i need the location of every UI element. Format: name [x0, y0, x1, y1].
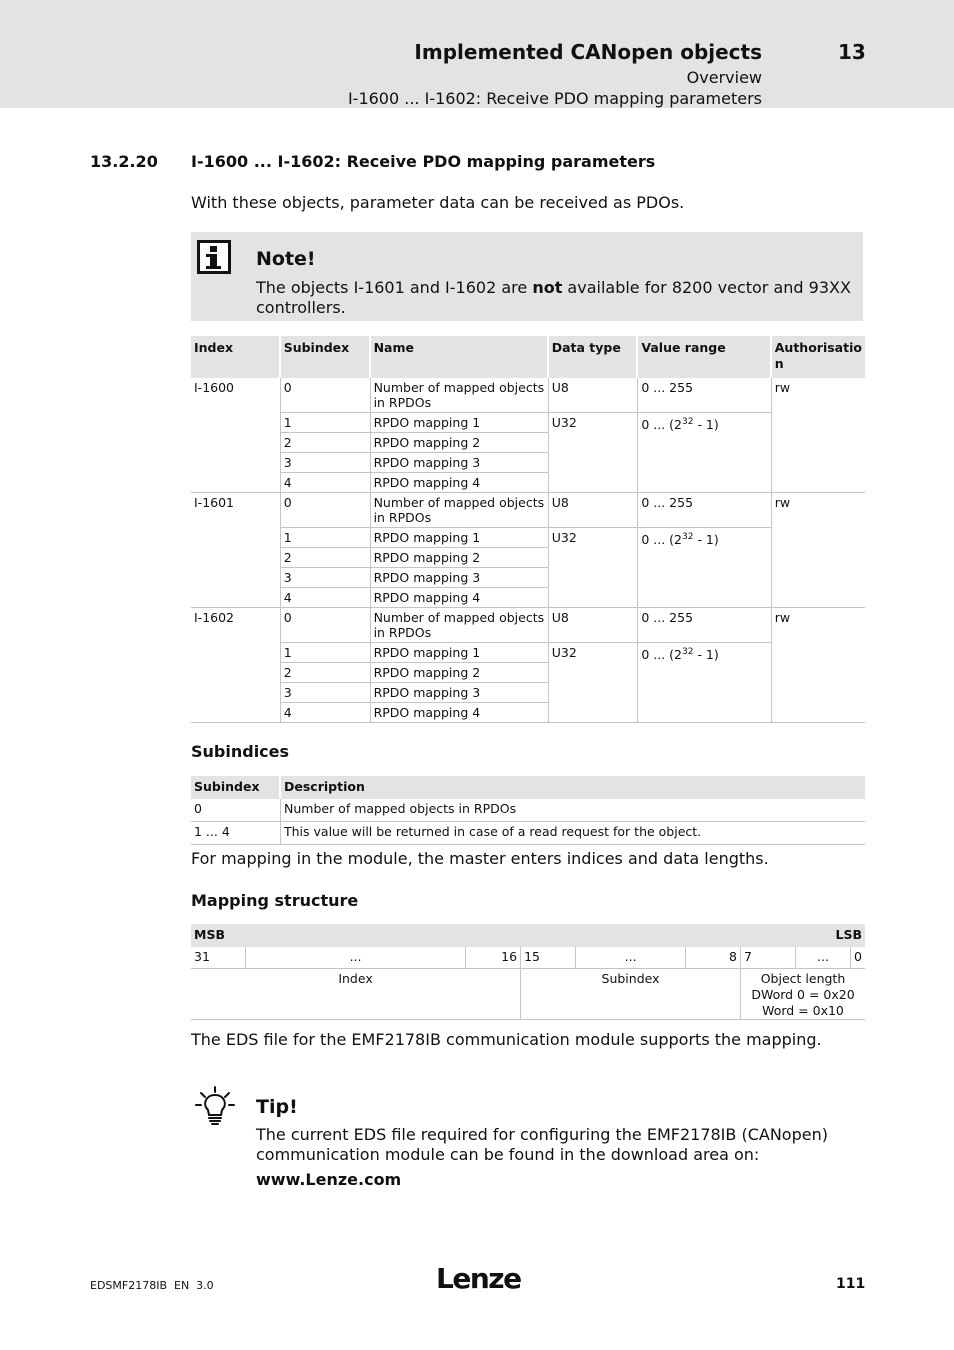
table-row: [191, 493, 865, 528]
mapping-structure-table: [191, 924, 865, 1020]
table-row: [191, 822, 865, 845]
subindex-cell: 2: [281, 663, 371, 683]
value-range-cell: 0 ... $(2^{32} - 1)$: [638, 643, 771, 723]
subindices-heading: Subindices: [191, 742, 290, 761]
name-cell: RPDO mapping 1: [371, 413, 549, 433]
name-cell: RPDO mapping 4: [371, 703, 549, 723]
col-header-description: Description: [281, 776, 865, 799]
name-cell: RPDO mapping 3: [371, 453, 549, 473]
subindex-cell: 0: [281, 608, 371, 643]
authorisation-cell: rw: [772, 493, 865, 608]
subindex-cell: 4: [281, 703, 371, 723]
col-header-subindex: Subindex: [281, 336, 371, 378]
object-length-field: Object length DWord 0 = 0x20 Word = 0x10: [741, 969, 865, 1020]
table-row: [191, 799, 865, 822]
subindex-cell: 3: [281, 568, 371, 588]
header-subtitle: Overview: [686, 68, 762, 87]
bit-cell: 8: [686, 947, 741, 969]
bit-cell: 15: [521, 947, 576, 969]
page-number: 111: [836, 1276, 866, 1292]
bit-cell: ...: [246, 947, 466, 969]
section-number: 13.2.20: [90, 152, 158, 171]
index-field: Index: [191, 969, 521, 1020]
subindex-cell: 4: [281, 588, 371, 608]
data-type-cell: U8: [549, 378, 639, 413]
table-header-row: [191, 336, 865, 378]
note-box: [191, 232, 863, 321]
data-type-cell: U8: [549, 608, 639, 643]
index-cell: I-1600: [191, 378, 281, 493]
bit-cell: 16: [466, 947, 521, 969]
name-cell: RPDO mapping 4: [371, 588, 549, 608]
subindex-cell: 1: [281, 528, 371, 548]
lsb-label: LSB: [576, 924, 865, 947]
value-range-cell: 0 ... 255: [638, 493, 771, 528]
table-row: [191, 528, 865, 548]
subindex-cell: 0: [281, 493, 371, 528]
bit-cell: ...: [796, 947, 851, 969]
parameter-table: [191, 336, 865, 723]
name-cell: RPDO mapping 1: [371, 528, 549, 548]
index-cell: I-1601: [191, 493, 281, 608]
value-range-cell: 0 ... 255: [638, 378, 771, 413]
name-cell: RPDO mapping 2: [371, 433, 549, 453]
value-range-cell: 0 ... 255: [638, 608, 771, 643]
table-header-row: [191, 776, 865, 799]
section-title: I-1600 ... I-1602: Receive PDO mapping parameters: [191, 152, 656, 171]
tip-title: Tip!: [256, 1096, 298, 1118]
mapping-paragraph: For mapping in the module, the master enters indices and data lengths.: [191, 849, 769, 868]
value-range-cell: 0 ... $(2^{32} - 1)$: [638, 413, 771, 493]
name-cell: RPDO mapping 2: [371, 548, 549, 568]
chapter-number: 13: [838, 40, 866, 64]
subindex-cell: 0: [281, 378, 371, 413]
table-row: [191, 413, 865, 433]
info-icon: [197, 240, 231, 274]
note-title: Note!: [256, 248, 316, 270]
lenze-logo: Lenze: [436, 1262, 521, 1295]
bit-cell: 31: [191, 947, 246, 969]
name-cell: Number of mapped objects in RPDOs: [371, 608, 549, 643]
description-cell: Number of mapped objects in RPDOs: [281, 799, 865, 822]
value-range-cell: 0 ... $(2^{32} - 1)$: [638, 528, 771, 608]
tip-text: The current EDS file required for configuring the EMF2178IB (CANopen) communication module can be found in the download area on:: [256, 1125, 828, 1164]
bit-cell: 0: [851, 947, 865, 969]
table-row: [191, 643, 865, 663]
document-code: EDSMF2178IB EN 3.0: [90, 1279, 214, 1292]
col-header-value-range: Value range: [638, 336, 771, 378]
description-cell: This value will be returned in case of a read request for the object.: [281, 822, 865, 845]
eds-paragraph: The EDS file for the EMF2178IB communication module supports the mapping.: [191, 1030, 822, 1049]
subindex-field: Subindex: [521, 969, 741, 1020]
note-text: The objects I-1601 and I-1602 are not available for 8200 vector and 93XX controllers.: [256, 278, 851, 317]
mapping-heading: Mapping structure: [191, 891, 359, 910]
name-cell: RPDO mapping 2: [371, 663, 549, 683]
name-cell: RPDO mapping 3: [371, 568, 549, 588]
name-cell: RPDO mapping 1: [371, 643, 549, 663]
col-header-data-type: Data type: [549, 336, 639, 378]
col-header-index: Index: [191, 336, 281, 378]
intro-paragraph: With these objects, parameter data can be received as PDOs.: [191, 193, 685, 212]
subindex-cell: 1: [281, 643, 371, 663]
col-header-authorisation: Authorisatio n: [772, 336, 865, 378]
index-cell: I-1602: [191, 608, 281, 723]
subindices-table: [191, 776, 865, 845]
data-type-cell: U32: [549, 528, 639, 608]
table-row: [191, 608, 865, 643]
msb-label: MSB: [191, 924, 576, 947]
data-type-cell: U8: [549, 493, 639, 528]
subindex-cell: 2: [281, 433, 371, 453]
data-type-cell: U32: [549, 413, 639, 493]
bit-row: [191, 947, 865, 969]
bit-cell: 7: [741, 947, 796, 969]
subindex-cell: 2: [281, 548, 371, 568]
table-row: [191, 378, 865, 413]
col-header-name: Name: [371, 336, 549, 378]
subindex-cell: 3: [281, 453, 371, 473]
name-cell: Number of mapped objects in RPDOs: [371, 493, 549, 528]
note-emphasis: not: [532, 278, 563, 297]
name-cell: RPDO mapping 3: [371, 683, 549, 703]
col-header-subindex: Subindex: [191, 776, 281, 799]
authorisation-cell: rw: [772, 608, 865, 723]
subindex-cell: 0: [191, 799, 281, 822]
subindex-cell: 3: [281, 683, 371, 703]
subindex-cell: 1 ... 4: [191, 822, 281, 845]
authorisation-cell: rw: [772, 378, 865, 493]
chapter-title: Implemented CANopen objects: [414, 40, 762, 64]
field-row: [191, 969, 865, 1020]
table-header-row: [191, 924, 865, 947]
lenze-website-link[interactable]: www.Lenze.com: [256, 1170, 402, 1189]
data-type-cell: U32: [549, 643, 639, 723]
header-section-title: I-1600 ... I-1602: Receive PDO mapping parameters: [347, 89, 762, 108]
page-header: [0, 0, 954, 108]
name-cell: Number of mapped objects in RPDOs: [371, 378, 549, 413]
subindex-cell: 4: [281, 473, 371, 493]
subindex-cell: 1: [281, 413, 371, 433]
lightbulb-icon: [195, 1086, 235, 1126]
bit-cell: ...: [576, 947, 686, 969]
name-cell: RPDO mapping 4: [371, 473, 549, 493]
